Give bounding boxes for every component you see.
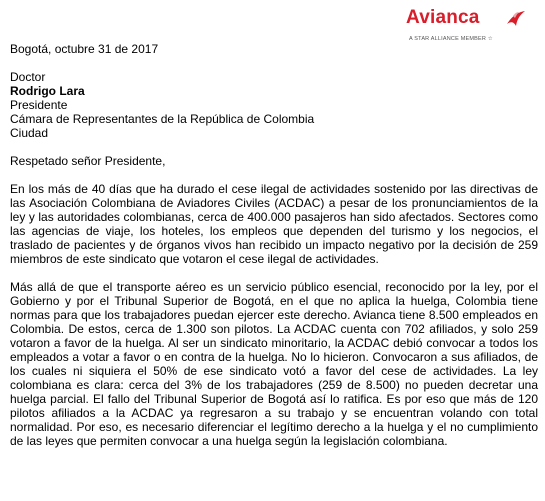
- logo-wordmark: Avianca: [406, 7, 480, 28]
- recipient-organization: Cámara de Representantes de la República de Colombia: [10, 112, 315, 126]
- recipient-role: Presidente: [10, 98, 68, 112]
- letter-date: Bogotá, octubre 31 de 2017: [10, 42, 159, 56]
- recipient-title: Doctor: [10, 70, 46, 84]
- bird-icon: [505, 10, 527, 28]
- logo-tagline: A STAR ALLIANCE MEMBER ☆: [409, 36, 493, 42]
- recipient-city: Ciudad: [10, 126, 49, 140]
- letter-body: [10, 42, 538, 448]
- letter-paragraph-2: Más allá de que el transporte aéreo es un servicio público esencial, reconocido por la ley, por el Gobierno y por el Tribunal Superior de Bogotá, en el que no aplica la huelga, Colombia tiene normas para que los trabajadores puedan ejercer este derecho. Avianca tiene 8.500 empleados en Colombia. De estos, cerca de 1.300 son pilotos. La ACDAC cuenta con 702 afiliados, y solo 259 votaron a favor de la huelga. Al ser un sindicato minoritario, la ACDAC debió convocar a todos los empleados a votar a favor o en contra de la huelga. No lo hicieron. Convocaron a sus afiliados, de los cuales ni siquiera el 50% de ese sindicato votó a favor del cese de actividades. La ley colombiana es clara: cerca del 3% de los trabajadores (259 de 8.500) no pueden decretar una huelga parcial. El fallo del Tribunal Superior de Bogotá así lo ratifica. Es por eso que más de 120 pilotos afiliados a la ACDAC ya regresaron a su trabajo y se encuentran volando con total normalidad. Por eso, es necesario diferenciar el legítimo derecho a la huelga y el no cumplimiento de las leyes que permiten convocar a una huelga según la legislación colombiana.: [10, 280, 538, 448]
- recipient-name: Rodrigo Lara: [10, 84, 85, 98]
- letter-greeting: Respetado señor Presidente,: [10, 154, 166, 168]
- letter-paragraph-1: En los más de 40 días que ha durado el cese ilegal de actividades sostenido por las directivas de las Asociación Colombiana de Aviadores Civiles (ACDAC) a pesar de los pronunciamientos de la ley y las autoridades colombianas, cerca de 400.000 pasajeros han sido afectados. Sectores como las agencias de viaje, los hoteles, los empleos que dependen del turismo y los negocios, el traslado de pacientes y de órganos vivos han recibido un impacto negativo por la decisión de 259 miembros de este sindicato que votaron el cese ilegal de actividades.: [10, 182, 538, 266]
- avianca-logo: [406, 7, 534, 47]
